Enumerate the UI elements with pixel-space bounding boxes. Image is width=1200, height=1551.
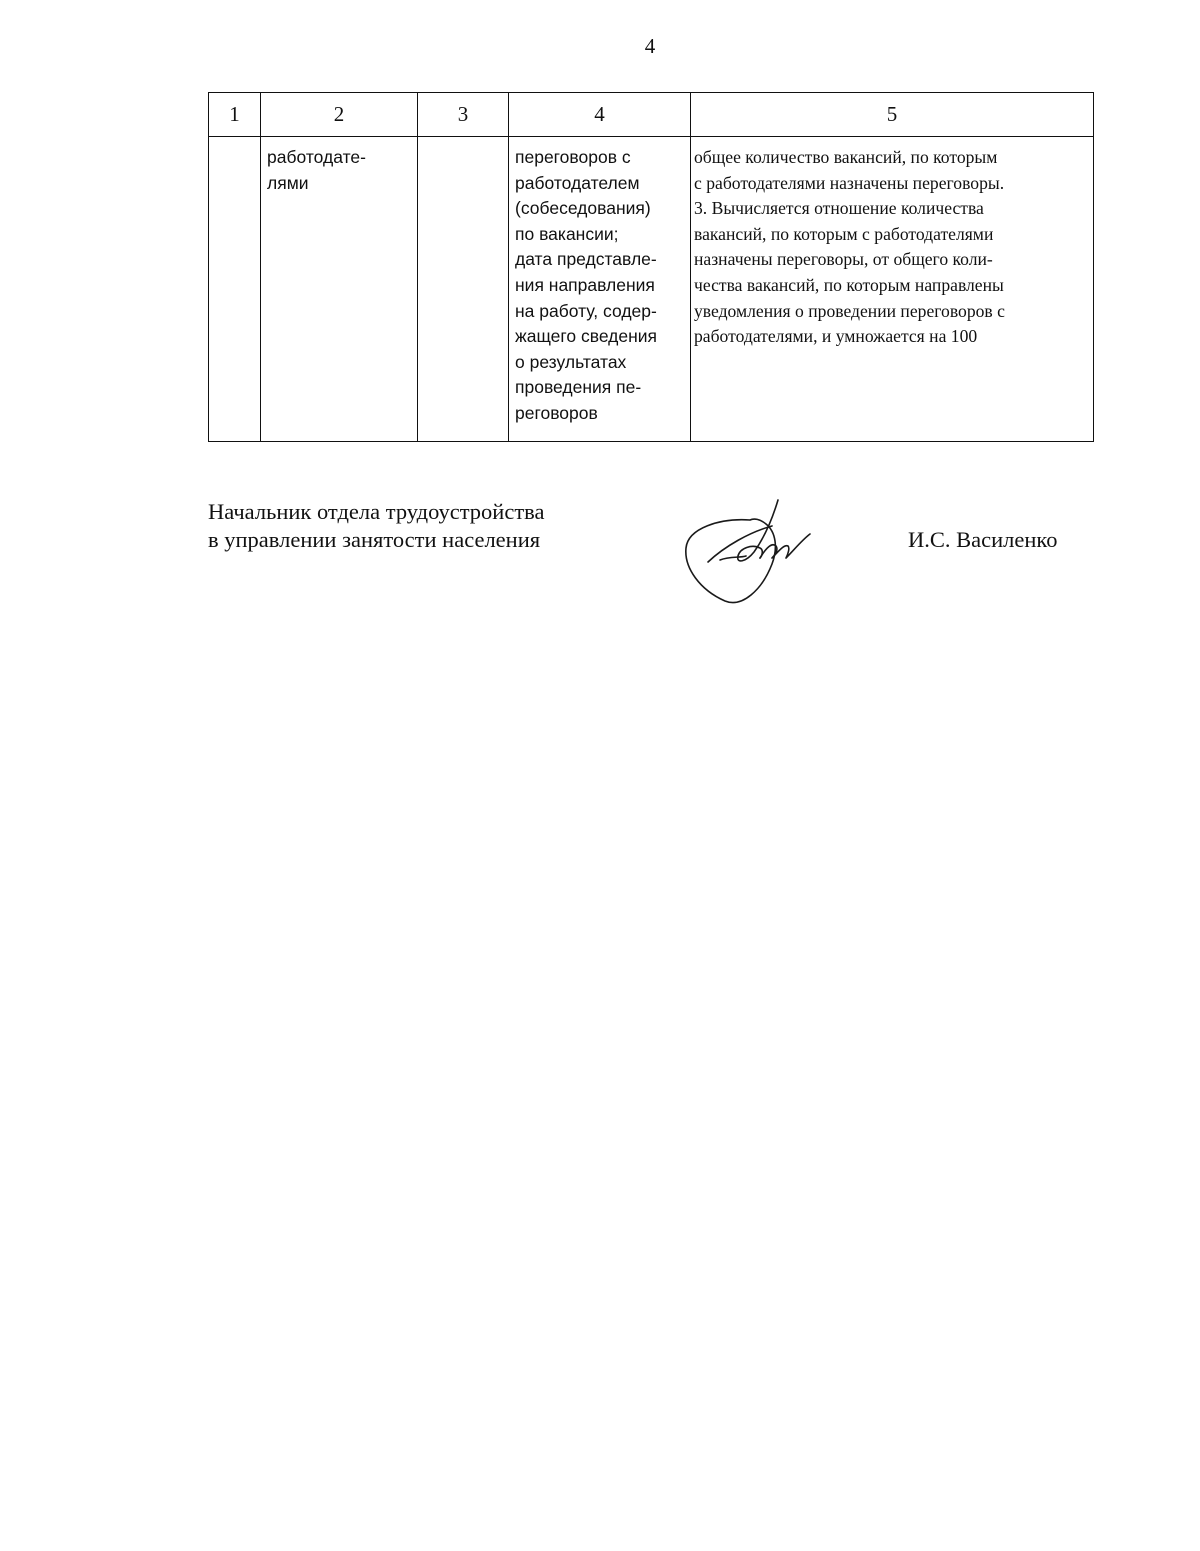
header-col-4: 4: [509, 93, 691, 137]
cell-col-2: работодате- лями: [261, 137, 418, 442]
cell-col-1: [209, 137, 261, 442]
header-col-2: 2: [261, 93, 418, 137]
cell-col-4: переговоров с работодателем (собеседования) по вакансии; дата представле- ния направления на работу, содер- жащего сведения о результатах проведения пе- реговоров: [509, 137, 691, 442]
page-number: 4: [644, 34, 656, 58]
cell-col-3: [418, 137, 509, 442]
indicator-table: [208, 92, 1094, 442]
table-header-row: [209, 93, 1094, 137]
signatory-position: Начальник отдела трудоустройства в управлении занятости населения: [208, 499, 545, 552]
header-col-5: 5: [691, 93, 1094, 137]
header-col-1: 1: [209, 93, 261, 137]
signatory-name: И.С. Василенко: [908, 527, 1058, 552]
table-row: [209, 137, 1094, 442]
cell-col-5: общее количество вакансий, по которым с работодателями назначены переговоры. 3. Вычисляется отношение количества вакансий, по которым с работодателями назначены переговоры, от общего коли- чества вакансий, по которым направлены уведомления о проведении переговоров с работодателями, и умножается на 100: [691, 137, 1094, 442]
header-col-3: 3: [418, 93, 509, 137]
handwritten-signature: [680, 498, 830, 606]
